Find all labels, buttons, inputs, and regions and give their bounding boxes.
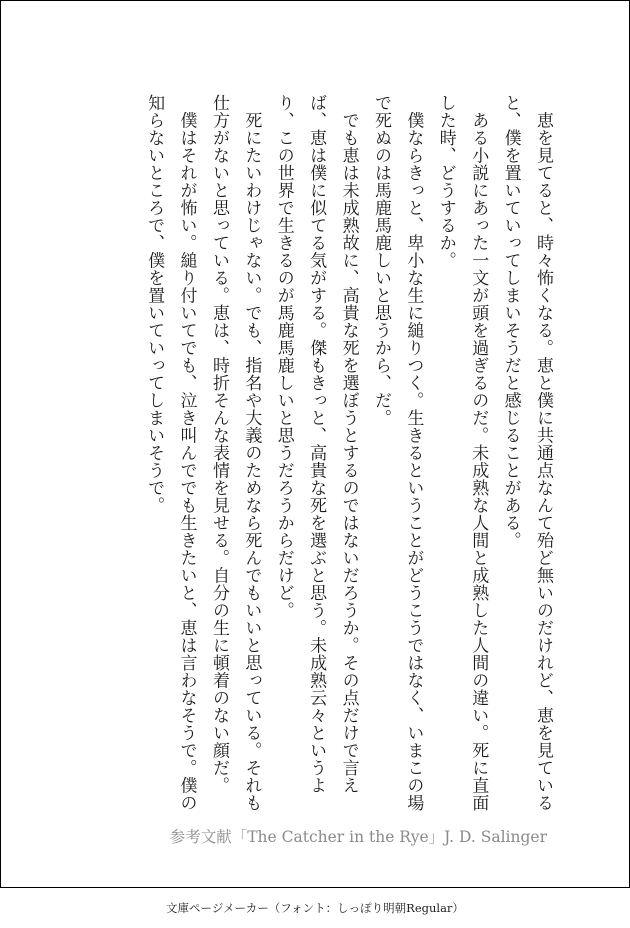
paragraph: 僕はそれが怖い。縋り付いてでも、泣き叫んででも生きたいと、恵は言わなそうで。僕の知らないところで、僕を置いていってしまいそうで。: [144, 94, 197, 812]
paragraph: でも恵は未成熟故に、高貴な死を選ぼうとするのではないだろうか。その点だけで言えば、恵は僕に似てる気がする。傑もきっと、高貴な死を選ぶと思う。未成熟云々というより、この世界で生きるのが馬鹿馬鹿しいと思うだろうからだけど。: [273, 94, 359, 794]
paragraph: ある小説にあった一文が頭を過ぎるのだ。未成熟な人間と成熟した人間の違い。死に直面した時、どうするか。: [435, 94, 489, 812]
paragraph: 死にたいわけじゃない。でも、指名や大義のためなら死んでもいいと思っている。それも仕方がないと思っている。恵は、時折そんな表情を見せる。自分の生に頓着のない顔だ。: [208, 94, 262, 812]
paragraph: 僕ならきっと、卑小な生に縋りつく。生きるということがどうこうではなく、いまこの場で死ぬのは馬鹿馬鹿しいと思うから、だ。: [370, 94, 424, 812]
paragraph: 恵を見てると、時々怖くなる。恵と僕に共通点なんて殆ど無いのだけれど、恵を見ていると、僕を置いていってしまいそうだと感じることがある。: [500, 94, 553, 812]
footer-credit: 文庫ページメーカー（フォント：しっぽり明朝Regular）: [166, 901, 464, 915]
novel-text: [138, 94, 559, 814]
reference-citation: 参考文献「The Catcher in the Rye」J. D. Salinger: [169, 828, 547, 846]
